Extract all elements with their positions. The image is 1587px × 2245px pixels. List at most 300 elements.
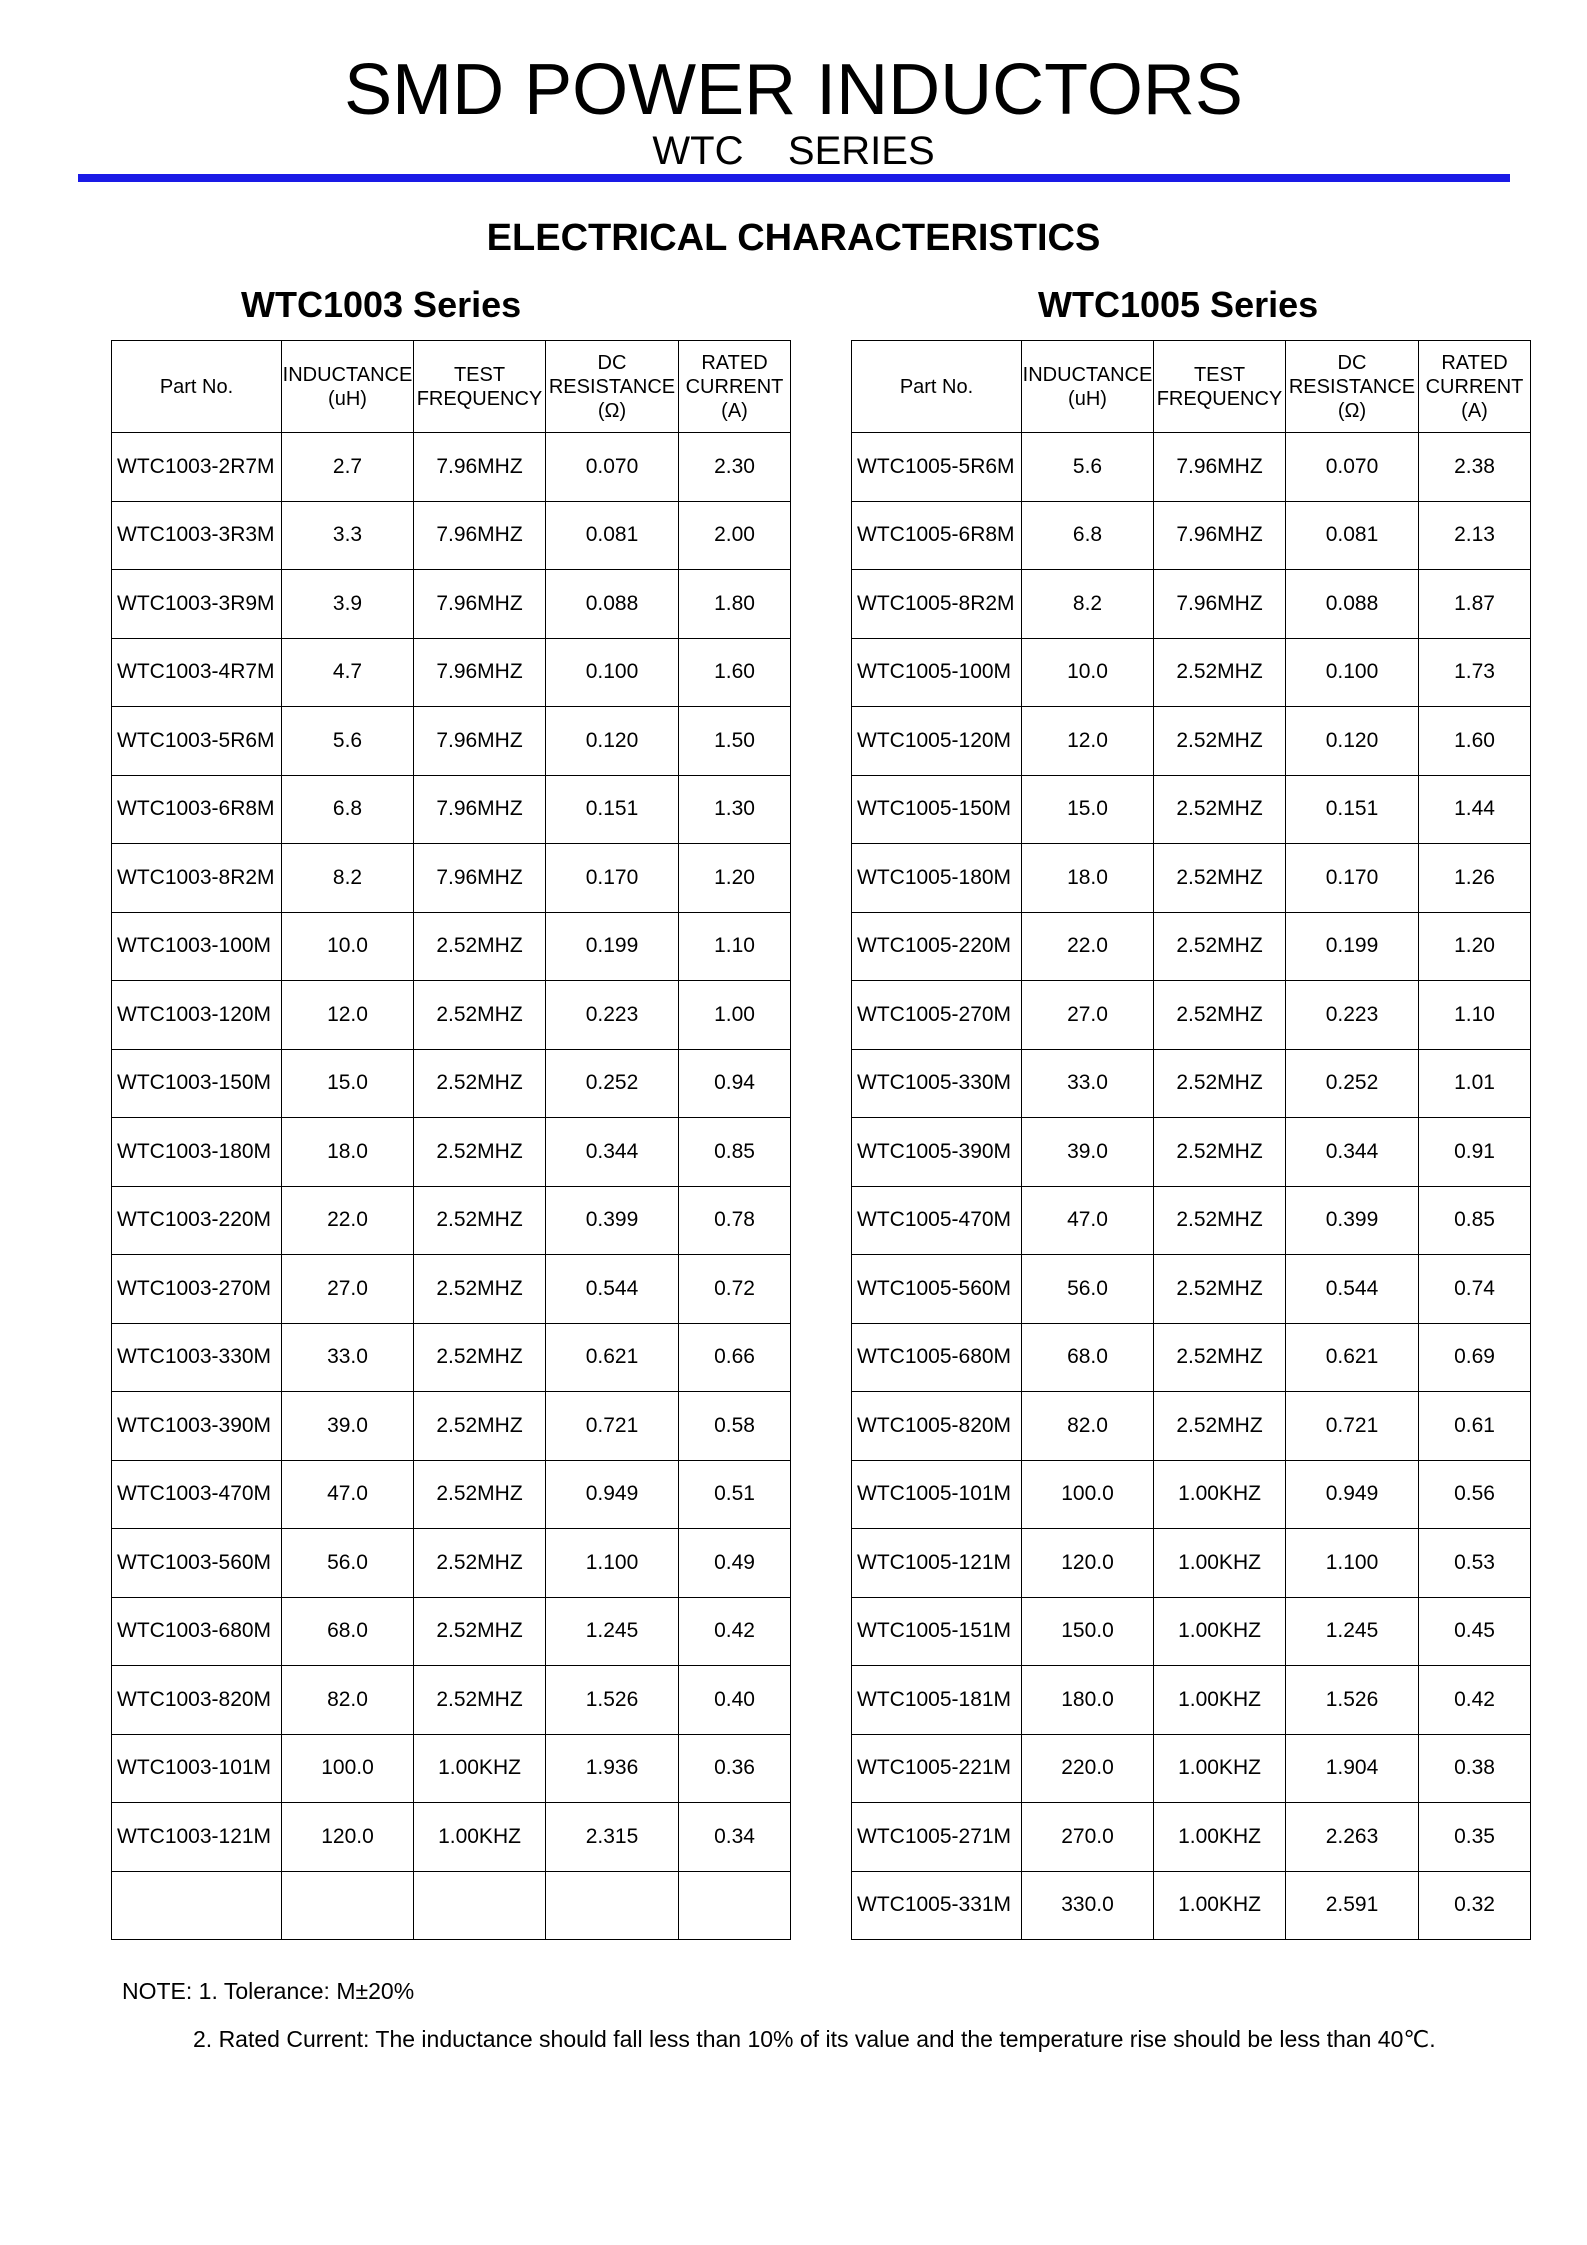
cell-inductance: 3.3 bbox=[282, 501, 414, 570]
cell-test-frequency: 2.52MHZ bbox=[1154, 981, 1286, 1050]
cell-dc-resistance: 1.526 bbox=[546, 1666, 679, 1735]
cell-part-no: WTC1005-560M bbox=[852, 1255, 1022, 1324]
cell-inductance: 22.0 bbox=[1022, 912, 1154, 981]
cell-inductance: 12.0 bbox=[282, 981, 414, 1050]
cell-part-no: WTC1003-101M bbox=[112, 1734, 282, 1803]
cell-dc-resistance: 0.721 bbox=[1286, 1392, 1419, 1461]
cell-test-frequency: 2.52MHZ bbox=[414, 1118, 546, 1187]
cell-inductance: 10.0 bbox=[1022, 638, 1154, 707]
cell-inductance: 33.0 bbox=[282, 1323, 414, 1392]
cell-inductance: 6.8 bbox=[282, 775, 414, 844]
cell-rated-current: 1.26 bbox=[1419, 844, 1531, 913]
cell-part-no: WTC1003-560M bbox=[112, 1529, 282, 1598]
table-row bbox=[852, 1460, 1531, 1529]
cell-test-frequency: 1.00KHZ bbox=[1154, 1529, 1286, 1598]
table-row bbox=[112, 501, 791, 570]
cell-test-frequency: 1.00KHZ bbox=[1154, 1666, 1286, 1735]
cell-rated-current: 1.20 bbox=[1419, 912, 1531, 981]
cell-dc-resistance: 0.120 bbox=[546, 707, 679, 776]
cell-test-frequency: 2.52MHZ bbox=[414, 1597, 546, 1666]
col-header-rated-current bbox=[1419, 341, 1531, 433]
table-row bbox=[852, 1392, 1531, 1461]
cell-dc-resistance: 0.223 bbox=[1286, 981, 1419, 1050]
cell-inductance: 100.0 bbox=[1022, 1460, 1154, 1529]
table-row bbox=[852, 1666, 1531, 1735]
cell-inductance: 56.0 bbox=[282, 1529, 414, 1598]
cell-test-frequency: 7.96MHZ bbox=[414, 775, 546, 844]
table-row bbox=[112, 1392, 791, 1461]
cell-dc-resistance: 0.170 bbox=[546, 844, 679, 913]
col-header-label: FREQUENCY bbox=[416, 387, 543, 410]
cell-rated-current: 0.72 bbox=[679, 1255, 791, 1324]
cell-inductance: 39.0 bbox=[282, 1392, 414, 1461]
col-header-label: CURRENT bbox=[685, 375, 784, 398]
table-row bbox=[852, 1529, 1531, 1598]
cell-rated-current: 0.35 bbox=[1419, 1803, 1531, 1872]
cell-part-no: WTC1005-680M bbox=[852, 1323, 1022, 1392]
cell-test-frequency: 2.52MHZ bbox=[1154, 1186, 1286, 1255]
cell-part-no: WTC1005-220M bbox=[852, 912, 1022, 981]
cell-inductance: 120.0 bbox=[282, 1803, 414, 1872]
cell-test-frequency: 2.52MHZ bbox=[414, 1186, 546, 1255]
cell-inductance: 68.0 bbox=[1022, 1323, 1154, 1392]
cell-part-no: WTC1005-121M bbox=[852, 1529, 1022, 1598]
cell-part-no: WTC1005-271M bbox=[852, 1803, 1022, 1872]
col-header-label: CURRENT bbox=[1425, 375, 1524, 398]
cell-dc-resistance: 0.721 bbox=[546, 1392, 679, 1461]
cell-part-no: WTC1005-101M bbox=[852, 1460, 1022, 1529]
table-row bbox=[852, 981, 1531, 1050]
cell-part-no: WTC1005-820M bbox=[852, 1392, 1022, 1461]
col-header-label: INDUCTANCE bbox=[1022, 363, 1153, 386]
cell-part-no: WTC1005-6R8M bbox=[852, 501, 1022, 570]
col-header-label: Part No. bbox=[899, 375, 974, 398]
cell-test-frequency: 7.96MHZ bbox=[414, 501, 546, 570]
table-row bbox=[852, 501, 1531, 570]
cell-test-frequency: 2.52MHZ bbox=[1154, 638, 1286, 707]
cell-dc-resistance: 0.199 bbox=[546, 912, 679, 981]
cell-test-frequency: 2.52MHZ bbox=[1154, 707, 1286, 776]
cell-part-no: WTC1003-820M bbox=[112, 1666, 282, 1735]
cell-part-no: WTC1003-470M bbox=[112, 1460, 282, 1529]
cell-test-frequency: 2.52MHZ bbox=[414, 1666, 546, 1735]
cell-test-frequency: 2.52MHZ bbox=[414, 1529, 546, 1598]
cell-rated-current: 0.85 bbox=[1419, 1186, 1531, 1255]
cell-test-frequency bbox=[414, 1871, 546, 1940]
table-row bbox=[112, 912, 791, 981]
cell-dc-resistance: 0.070 bbox=[1286, 433, 1419, 502]
cell-dc-resistance: 0.223 bbox=[546, 981, 679, 1050]
cell-inductance: 2.7 bbox=[282, 433, 414, 502]
cell-dc-resistance: 2.263 bbox=[1286, 1803, 1419, 1872]
cell-part-no: WTC1003-150M bbox=[112, 1049, 282, 1118]
cell-test-frequency: 2.52MHZ bbox=[1154, 1049, 1286, 1118]
cell-dc-resistance: 0.100 bbox=[546, 638, 679, 707]
cell-test-frequency: 7.96MHZ bbox=[1154, 501, 1286, 570]
cell-rated-current: 1.01 bbox=[1419, 1049, 1531, 1118]
cell-rated-current: 2.13 bbox=[1419, 501, 1531, 570]
cell-test-frequency: 2.52MHZ bbox=[1154, 775, 1286, 844]
table-row bbox=[852, 912, 1531, 981]
table-row bbox=[112, 1118, 791, 1187]
col-header-dc-resistance bbox=[546, 341, 679, 433]
cell-inductance: 27.0 bbox=[282, 1255, 414, 1324]
table-row bbox=[112, 775, 791, 844]
cell-part-no: WTC1005-150M bbox=[852, 775, 1022, 844]
cell-test-frequency: 2.52MHZ bbox=[1154, 1118, 1286, 1187]
cell-rated-current: 0.56 bbox=[1419, 1460, 1531, 1529]
cell-dc-resistance: 0.621 bbox=[546, 1323, 679, 1392]
cell-rated-current: 0.36 bbox=[679, 1734, 791, 1803]
col-header-label: RESISTANCE bbox=[1288, 375, 1416, 398]
col-header-unit: (uH) bbox=[328, 387, 367, 410]
cell-rated-current: 1.80 bbox=[679, 570, 791, 639]
table-row bbox=[852, 844, 1531, 913]
col-header-label: RATED bbox=[1441, 351, 1508, 374]
cell-rated-current: 1.10 bbox=[679, 912, 791, 981]
cell-test-frequency: 7.96MHZ bbox=[414, 707, 546, 776]
table-title-wtc1003: WTC1003 Series bbox=[241, 284, 522, 325]
cell-test-frequency: 2.52MHZ bbox=[414, 1049, 546, 1118]
table-row bbox=[852, 638, 1531, 707]
cell-test-frequency: 2.52MHZ bbox=[1154, 1392, 1286, 1461]
cell-part-no: WTC1005-270M bbox=[852, 981, 1022, 1050]
table-row bbox=[112, 981, 791, 1050]
cell-test-frequency: 1.00KHZ bbox=[414, 1803, 546, 1872]
cell-dc-resistance: 0.949 bbox=[546, 1460, 679, 1529]
cell-inductance: 18.0 bbox=[282, 1118, 414, 1187]
cell-inductance: 270.0 bbox=[1022, 1803, 1154, 1872]
table-row bbox=[112, 1323, 791, 1392]
table-row bbox=[852, 1186, 1531, 1255]
cell-dc-resistance: 1.904 bbox=[1286, 1734, 1419, 1803]
table-row bbox=[112, 433, 791, 502]
table-row bbox=[852, 1049, 1531, 1118]
cell-part-no: WTC1003-2R7M bbox=[112, 433, 282, 502]
cell-dc-resistance: 0.151 bbox=[546, 775, 679, 844]
cell-rated-current: 0.94 bbox=[679, 1049, 791, 1118]
col-header-part-no bbox=[112, 341, 282, 433]
cell-dc-resistance: 0.399 bbox=[1286, 1186, 1419, 1255]
cell-dc-resistance: 2.315 bbox=[546, 1803, 679, 1872]
table-row bbox=[112, 638, 791, 707]
cell-part-no: WTC1005-221M bbox=[852, 1734, 1022, 1803]
col-header-label: Part No. bbox=[159, 375, 234, 398]
cell-part-no: WTC1005-331M bbox=[852, 1871, 1022, 1940]
cell-rated-current: 2.00 bbox=[679, 501, 791, 570]
table-row bbox=[112, 1529, 791, 1598]
cell-dc-resistance: 1.100 bbox=[546, 1529, 679, 1598]
cell-part-no: WTC1005-330M bbox=[852, 1049, 1022, 1118]
cell-inductance: 6.8 bbox=[1022, 501, 1154, 570]
cell-dc-resistance: 0.081 bbox=[1286, 501, 1419, 570]
cell-inductance: 8.2 bbox=[1022, 570, 1154, 639]
col-header-label: INDUCTANCE bbox=[282, 363, 413, 386]
cell-part-no: WTC1003-100M bbox=[112, 912, 282, 981]
cell-part-no: WTC1005-181M bbox=[852, 1666, 1022, 1735]
cell-dc-resistance: 0.070 bbox=[546, 433, 679, 502]
cell-rated-current: 0.91 bbox=[1419, 1118, 1531, 1187]
cell-part-no: WTC1003-4R7M bbox=[112, 638, 282, 707]
header-row bbox=[852, 341, 1531, 433]
cell-rated-current: 0.74 bbox=[1419, 1255, 1531, 1324]
cell-part-no: WTC1005-470M bbox=[852, 1186, 1022, 1255]
cell-part-no: WTC1005-180M bbox=[852, 844, 1022, 913]
note-rated-current: 2. Rated Current: The inductance should fall less than 10% of its value and the temperature rise should be less than 40℃. bbox=[193, 2026, 1436, 2052]
cell-part-no: WTC1003-3R3M bbox=[112, 501, 282, 570]
cell-dc-resistance: 0.544 bbox=[1286, 1255, 1419, 1324]
cell-dc-resistance: 0.344 bbox=[546, 1118, 679, 1187]
cell-rated-current: 0.51 bbox=[679, 1460, 791, 1529]
col-header-dc-resistance bbox=[1286, 341, 1419, 433]
cell-rated-current: 2.30 bbox=[679, 433, 791, 502]
cell-rated-current: 0.58 bbox=[679, 1392, 791, 1461]
cell-rated-current: 1.44 bbox=[1419, 775, 1531, 844]
cell-dc-resistance: 0.544 bbox=[546, 1255, 679, 1324]
cell-rated-current bbox=[679, 1871, 791, 1940]
table-row bbox=[852, 1734, 1531, 1803]
cell-dc-resistance: 0.088 bbox=[1286, 570, 1419, 639]
col-header-rated-current bbox=[679, 341, 791, 433]
cell-test-frequency: 2.52MHZ bbox=[1154, 1255, 1286, 1324]
cell-test-frequency: 7.96MHZ bbox=[414, 433, 546, 502]
cell-part-no: WTC1003-680M bbox=[112, 1597, 282, 1666]
col-header-label: DC bbox=[1337, 351, 1367, 374]
table-row bbox=[112, 844, 791, 913]
cell-dc-resistance: 0.170 bbox=[1286, 844, 1419, 913]
note-tolerance: NOTE: 1. Tolerance: M±20% bbox=[122, 1978, 415, 2004]
cell-part-no: WTC1003-121M bbox=[112, 1803, 282, 1872]
cell-part-no: WTC1005-8R2M bbox=[852, 570, 1022, 639]
cell-part-no: WTC1003-180M bbox=[112, 1118, 282, 1187]
cell-test-frequency: 1.00KHZ bbox=[1154, 1460, 1286, 1529]
cell-rated-current: 1.73 bbox=[1419, 638, 1531, 707]
cell-part-no: WTC1003-8R2M bbox=[112, 844, 282, 913]
header-divider bbox=[78, 174, 1510, 182]
cell-inductance: 18.0 bbox=[1022, 844, 1154, 913]
cell-rated-current: 1.50 bbox=[679, 707, 791, 776]
cell-test-frequency: 2.52MHZ bbox=[1154, 844, 1286, 913]
cell-inductance: 5.6 bbox=[282, 707, 414, 776]
col-header-unit: (A) bbox=[1461, 399, 1488, 422]
col-header-label: RATED bbox=[701, 351, 768, 374]
cell-rated-current: 1.30 bbox=[679, 775, 791, 844]
cell-part-no: WTC1003-270M bbox=[112, 1255, 282, 1324]
cell-inductance: 39.0 bbox=[1022, 1118, 1154, 1187]
cell-rated-current: 1.60 bbox=[679, 638, 791, 707]
cell-inductance: 12.0 bbox=[1022, 707, 1154, 776]
cell-inductance: 100.0 bbox=[282, 1734, 414, 1803]
cell-rated-current: 0.38 bbox=[1419, 1734, 1531, 1803]
col-header-label: TEST bbox=[453, 363, 506, 386]
cell-part-no: WTC1003-120M bbox=[112, 981, 282, 1050]
cell-rated-current: 0.34 bbox=[679, 1803, 791, 1872]
col-header-inductance bbox=[1022, 341, 1154, 433]
table-row bbox=[112, 1666, 791, 1735]
table-row bbox=[852, 1255, 1531, 1324]
cell-dc-resistance: 1.245 bbox=[546, 1597, 679, 1666]
section-title: ELECTRICAL CHARACTERISTICS bbox=[486, 217, 1101, 259]
table-title-wtc1005: WTC1005 Series bbox=[1038, 284, 1319, 325]
table-row bbox=[852, 707, 1531, 776]
col-header-unit: (Ω) bbox=[597, 399, 627, 422]
cell-rated-current: 0.49 bbox=[679, 1529, 791, 1598]
table-row bbox=[852, 1118, 1531, 1187]
cell-rated-current: 0.40 bbox=[679, 1666, 791, 1735]
cell-test-frequency: 2.52MHZ bbox=[414, 1255, 546, 1324]
table-row bbox=[852, 775, 1531, 844]
col-header-unit: (A) bbox=[721, 399, 748, 422]
cell-test-frequency: 1.00KHZ bbox=[1154, 1597, 1286, 1666]
col-header-label: FREQUENCY bbox=[1156, 387, 1283, 410]
cell-test-frequency: 7.96MHZ bbox=[414, 570, 546, 639]
cell-test-frequency: 2.52MHZ bbox=[414, 912, 546, 981]
cell-rated-current: 0.42 bbox=[1419, 1666, 1531, 1735]
page-title: SMD POWER INDUCTORS bbox=[344, 50, 1243, 130]
cell-rated-current: 0.32 bbox=[1419, 1871, 1531, 1940]
table-row bbox=[852, 1597, 1531, 1666]
cell-inductance: 10.0 bbox=[282, 912, 414, 981]
col-header-label: TEST bbox=[1193, 363, 1246, 386]
cell-dc-resistance: 0.120 bbox=[1286, 707, 1419, 776]
cell-part-no: WTC1005-5R6M bbox=[852, 433, 1022, 502]
table-row bbox=[852, 1871, 1531, 1940]
col-header-unit: (Ω) bbox=[1337, 399, 1367, 422]
cell-part-no: WTC1005-100M bbox=[852, 638, 1022, 707]
cell-part-no: WTC1003-5R6M bbox=[112, 707, 282, 776]
cell-test-frequency: 7.96MHZ bbox=[1154, 433, 1286, 502]
cell-part-no: WTC1003-220M bbox=[112, 1186, 282, 1255]
cell-inductance: 4.7 bbox=[282, 638, 414, 707]
cell-rated-current: 1.60 bbox=[1419, 707, 1531, 776]
cell-test-frequency: 7.96MHZ bbox=[414, 844, 546, 913]
cell-inductance: 15.0 bbox=[282, 1049, 414, 1118]
col-header-test-frequency bbox=[414, 341, 546, 433]
col-header-part-no bbox=[852, 341, 1022, 433]
cell-inductance: 120.0 bbox=[1022, 1529, 1154, 1598]
cell-part-no: WTC1005-120M bbox=[852, 707, 1022, 776]
table-row bbox=[112, 707, 791, 776]
cell-rated-current: 0.78 bbox=[679, 1186, 791, 1255]
cell-dc-resistance: 0.088 bbox=[546, 570, 679, 639]
cell-inductance: 8.2 bbox=[282, 844, 414, 913]
cell-dc-resistance: 1.526 bbox=[1286, 1666, 1419, 1735]
cell-part-no: WTC1003-6R8M bbox=[112, 775, 282, 844]
cell-dc-resistance: 1.100 bbox=[1286, 1529, 1419, 1598]
page-subtitle: WTC SERIES bbox=[652, 129, 935, 173]
table-row bbox=[112, 570, 791, 639]
col-header-label: DC bbox=[597, 351, 627, 374]
table-row bbox=[852, 1803, 1531, 1872]
cell-dc-resistance: 0.100 bbox=[1286, 638, 1419, 707]
table-row bbox=[112, 1871, 791, 1940]
cell-inductance: 15.0 bbox=[1022, 775, 1154, 844]
cell-dc-resistance: 0.621 bbox=[1286, 1323, 1419, 1392]
cell-inductance: 47.0 bbox=[1022, 1186, 1154, 1255]
table-row bbox=[852, 433, 1531, 502]
cell-part-no: WTC1005-390M bbox=[852, 1118, 1022, 1187]
table-row bbox=[112, 1049, 791, 1118]
cell-part-no: WTC1003-3R9M bbox=[112, 570, 282, 639]
cell-rated-current: 0.53 bbox=[1419, 1529, 1531, 1598]
cell-dc-resistance bbox=[546, 1871, 679, 1940]
cell-test-frequency: 2.52MHZ bbox=[414, 1323, 546, 1392]
cell-rated-current: 0.69 bbox=[1419, 1323, 1531, 1392]
spec-table-wtc1005 bbox=[851, 340, 1531, 1940]
cell-dc-resistance: 2.591 bbox=[1286, 1871, 1419, 1940]
cell-test-frequency: 1.00KHZ bbox=[1154, 1871, 1286, 1940]
header-row bbox=[112, 341, 791, 433]
cell-test-frequency: 2.52MHZ bbox=[414, 1392, 546, 1461]
col-header-unit: (uH) bbox=[1068, 387, 1107, 410]
cell-rated-current: 1.10 bbox=[1419, 981, 1531, 1050]
cell-rated-current: 1.20 bbox=[679, 844, 791, 913]
col-header-test-frequency bbox=[1154, 341, 1286, 433]
cell-test-frequency: 1.00KHZ bbox=[414, 1734, 546, 1803]
cell-test-frequency: 2.52MHZ bbox=[1154, 1323, 1286, 1392]
table-row bbox=[112, 1597, 791, 1666]
cell-dc-resistance: 0.252 bbox=[546, 1049, 679, 1118]
cell-inductance: 27.0 bbox=[1022, 981, 1154, 1050]
cell-rated-current: 2.38 bbox=[1419, 433, 1531, 502]
cell-rated-current: 0.85 bbox=[679, 1118, 791, 1187]
cell-test-frequency: 1.00KHZ bbox=[1154, 1803, 1286, 1872]
col-header-inductance bbox=[282, 341, 414, 433]
cell-part-no: WTC1005-151M bbox=[852, 1597, 1022, 1666]
cell-dc-resistance: 0.344 bbox=[1286, 1118, 1419, 1187]
cell-inductance: 68.0 bbox=[282, 1597, 414, 1666]
cell-inductance: 150.0 bbox=[1022, 1597, 1154, 1666]
cell-dc-resistance: 0.252 bbox=[1286, 1049, 1419, 1118]
cell-inductance: 33.0 bbox=[1022, 1049, 1154, 1118]
cell-test-frequency: 7.96MHZ bbox=[414, 638, 546, 707]
table-row bbox=[112, 1255, 791, 1324]
cell-inductance: 22.0 bbox=[282, 1186, 414, 1255]
cell-inductance: 180.0 bbox=[1022, 1666, 1154, 1735]
table-row bbox=[112, 1460, 791, 1529]
cell-inductance: 3.9 bbox=[282, 570, 414, 639]
table-row bbox=[852, 570, 1531, 639]
cell-test-frequency: 2.52MHZ bbox=[1154, 912, 1286, 981]
cell-inductance: 56.0 bbox=[1022, 1255, 1154, 1324]
cell-inductance: 220.0 bbox=[1022, 1734, 1154, 1803]
cell-rated-current: 1.87 bbox=[1419, 570, 1531, 639]
cell-dc-resistance: 0.151 bbox=[1286, 775, 1419, 844]
cell-test-frequency: 2.52MHZ bbox=[414, 1460, 546, 1529]
cell-inductance: 82.0 bbox=[1022, 1392, 1154, 1461]
cell-inductance: 47.0 bbox=[282, 1460, 414, 1529]
col-header-label: RESISTANCE bbox=[548, 375, 676, 398]
cell-dc-resistance: 1.936 bbox=[546, 1734, 679, 1803]
cell-inductance: 330.0 bbox=[1022, 1871, 1154, 1940]
cell-part-no: WTC1003-390M bbox=[112, 1392, 282, 1461]
spec-table-wtc1003 bbox=[111, 340, 791, 1940]
cell-rated-current: 0.42 bbox=[679, 1597, 791, 1666]
cell-dc-resistance: 1.245 bbox=[1286, 1597, 1419, 1666]
cell-rated-current: 1.00 bbox=[679, 981, 791, 1050]
cell-rated-current: 0.45 bbox=[1419, 1597, 1531, 1666]
cell-dc-resistance: 0.949 bbox=[1286, 1460, 1419, 1529]
cell-rated-current: 0.66 bbox=[679, 1323, 791, 1392]
cell-dc-resistance: 0.199 bbox=[1286, 912, 1419, 981]
cell-dc-resistance: 0.399 bbox=[546, 1186, 679, 1255]
cell-test-frequency: 1.00KHZ bbox=[1154, 1734, 1286, 1803]
cell-inductance bbox=[282, 1871, 414, 1940]
cell-test-frequency: 7.96MHZ bbox=[1154, 570, 1286, 639]
table-row bbox=[112, 1734, 791, 1803]
cell-rated-current: 0.61 bbox=[1419, 1392, 1531, 1461]
table-row bbox=[852, 1323, 1531, 1392]
